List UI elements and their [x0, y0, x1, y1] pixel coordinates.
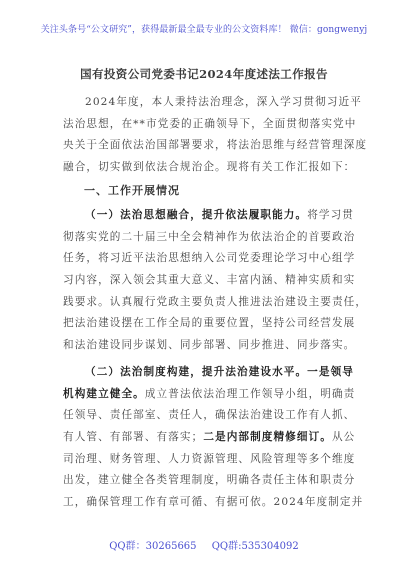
text-span: 从公 [331, 431, 356, 444]
sub-heading: （二）法治制度构建，提升法治建设水平。一是领导 [85, 366, 354, 378]
text-line: 彻落实党的二十届三中全会精神作为依法治企的首要政治 [63, 230, 356, 243]
text-line: 任领导、责任部室、责任人，确保法治建设工作有人抓、 [63, 409, 356, 422]
text-line: 工，确保管理工作有章可循、有据可依。2024年度制定并 [63, 496, 364, 509]
text-line: 出发，建立健全各类管理制度，明确各责任主体和职责分 [63, 474, 356, 487]
text-line: 央关于全面依法治国部署要求，将法治思维与经营管理深度 [63, 139, 368, 152]
text-span: 有人管、有部署、有落实； [63, 431, 204, 444]
text-line [63, 384, 356, 406]
paragraph-2 [63, 362, 364, 514]
text-line [63, 205, 354, 227]
text-line: 习内容，深入领会其重大意义、丰富内涵、精神实质和实 [63, 274, 356, 287]
text-line [63, 427, 356, 449]
qq-group-1: QQ群：30265665 [109, 541, 197, 552]
top-banner: 关注头条号“公文研究”，获得最新最全最专业的公文资料库！ 微信：gongwenyj [40, 25, 368, 35]
text-line: 融合，切实做到依法合规治企。现将有关工作汇报如下： [63, 161, 356, 174]
paragraph-1 [63, 205, 368, 357]
sub-heading: 机构建立健全。 [63, 387, 145, 400]
sub-heading: 二是内部制度精修细订。 [203, 431, 332, 444]
text-line: 任务，将习近平法治思想纳入公司党委理论学习中心组学 [63, 252, 356, 265]
text-line: 2024年度，本人秉持法治理念，深入学习贯彻习近平 [85, 96, 362, 108]
text-line: 司治理、财务管理、人力资源管理、风险管理等多个维度 [63, 452, 356, 465]
text-line: 和法治建设同步谋划、同步部署、同步推进、同步落实。 [63, 339, 356, 352]
text-span: 将学习贯 [307, 209, 354, 221]
footer-contacts [0, 537, 408, 552]
sub-heading: （一）法治思想融合，提升依法履职能力。 [85, 209, 308, 221]
qq-group-2: QQ群:535304092 [211, 541, 299, 552]
text-line: 践要求。认真履行党政主要负责人推进法治建设主要责任， [63, 295, 368, 308]
page-title: 国有投资公司党委书记2024年度述法工作报告 [80, 67, 328, 81]
intro-paragraph [63, 92, 368, 179]
text-span: 成立普法依法治理工作领导小组，明确责 [144, 387, 356, 400]
text-line: 法治思想，在**市党委的正确领导下，全面贯彻落实党中 [63, 117, 357, 130]
text-line: 把法治建设摆在工作全局的重要位置，坚持公司经营发展 [63, 317, 356, 330]
section-heading: 一、工作开展情况 [84, 184, 180, 197]
